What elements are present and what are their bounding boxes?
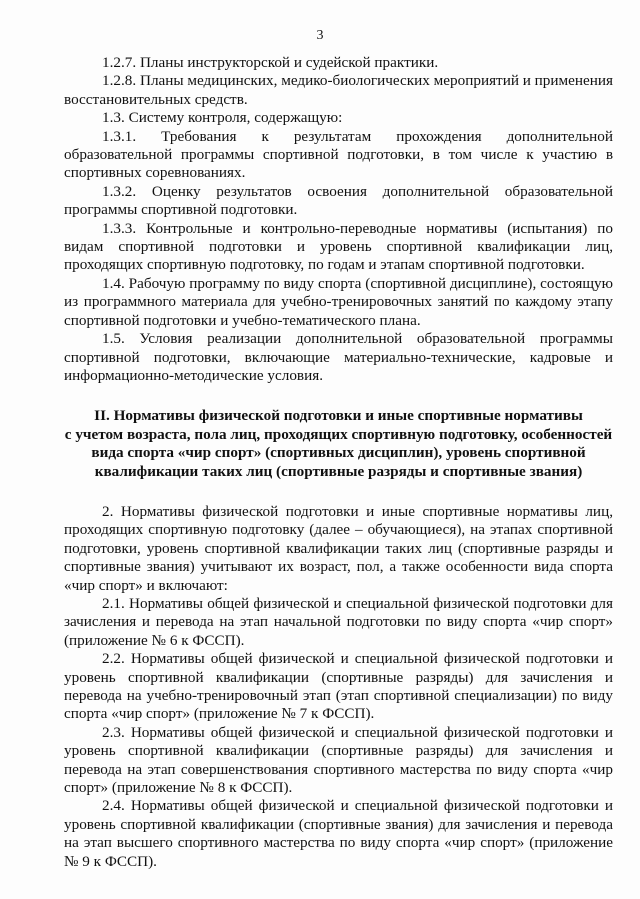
paragraph-1-5: 1.5. Условия реализации дополнительной образовательной программы спортивной подготовки, включающие материально-технические, кадровые и информационно-методические условия.	[64, 330, 613, 384]
paragraph-1-3: 1.3. Систему контроля, содержащую:	[102, 109, 343, 127]
paragraph-1-2-8: 1.2.8. Планы медицинских, медико-биологических мероприятий и применения восстановительных средств.	[64, 72, 613, 108]
section-heading-line: с учетом возраста, пола лиц, проходящих спортивную подготовку, особенностей	[64, 425, 613, 443]
page-number: 3	[316, 28, 324, 43]
paragraph-2-4: 2.4. Нормативы общей физической и специальной физической подготовки и уровень спортивной квалификации (спортивные звания) для зачисления и перевода на этап высшего спортивного мастерства по виду спорта «чир спорт» (приложение № 9 к ФССП).	[64, 797, 613, 870]
section-heading-line: квалификации таких лиц (спортивные разряды и спортивные звания)	[94, 462, 583, 480]
document-body	[64, 54, 613, 871]
paragraph-2: 2. Нормативы физической подготовки и иные спортивные нормативы лиц, проходящих спортивную подготовку (далее – обучающиеся), на этапах спортивной подготовки, уровень спортивной квалификации таких лиц (спортивные разряды и спортивные звания) учитывают их возраст, пол, а также особенности вида спорта «чир спорт» и включают:	[64, 502, 613, 594]
paragraph-1-4: 1.4. Рабочую программу по виду спорта (спортивной дисциплине), состоящую из программного материала для учебно-тренировочных занятий по каждому этапу спортивной подготовки и учебно-тематического плана.	[64, 274, 613, 329]
section-heading-line: вида спорта «чир спорт» (спортивных дисциплин), уровень спортивной	[91, 444, 586, 462]
paragraph-2-2: 2.2. Нормативы общей физической и специальной физической подготовки и уровень спортивной квалификации (спортивные разряды) для зачисления и перевода на учебно-тренировочный этап (этап спортивной специализации) по виду спорта «чир спорт» (приложение № 7 к ФССП).	[64, 650, 613, 723]
paragraph-1-3-2: 1.3.2. Оценку результатов освоения дополнительной образовательной программы спортивной подготовки.	[64, 182, 613, 219]
paragraph-1-2-7: 1.2.7. Планы инструкторской и судейской практики.	[102, 54, 439, 71]
section-heading	[64, 407, 613, 481]
section-heading-line: II. Нормативы физической подготовки и иные спортивные нормативы	[94, 407, 583, 425]
paragraph-1-3-3: 1.3.3. Контрольные и контрольно-переводные нормативы (испытания) по видам спортивной подготовки и уровень спортивной квалификации лиц, проходящих спортивную подготовку, по годам и этапам спортивной подготовки.	[64, 219, 613, 274]
paragraph-1-3-1: 1.3.1. Требования к результатам прохождения дополнительной образовательной программы спортивной подготовки, в том числе к участию в спортивных соревнованиях.	[64, 127, 613, 182]
paragraph-2-3: 2.3. Нормативы общей физической и специальной физической подготовки и уровень спортивной квалификации (спортивные разряды) для зачисления и перевода на этап совершенствования спортивного мастерства по виду спорта «чир спорт» (приложение № 8 к ФССП).	[64, 723, 613, 797]
paragraph-2-1: 2.1. Нормативы общей физической и специальной физической подготовки для зачисления и перевода на этап начальной подготовки по виду спорта «чир спорт» (приложение № 6 к ФССП).	[64, 594, 613, 649]
